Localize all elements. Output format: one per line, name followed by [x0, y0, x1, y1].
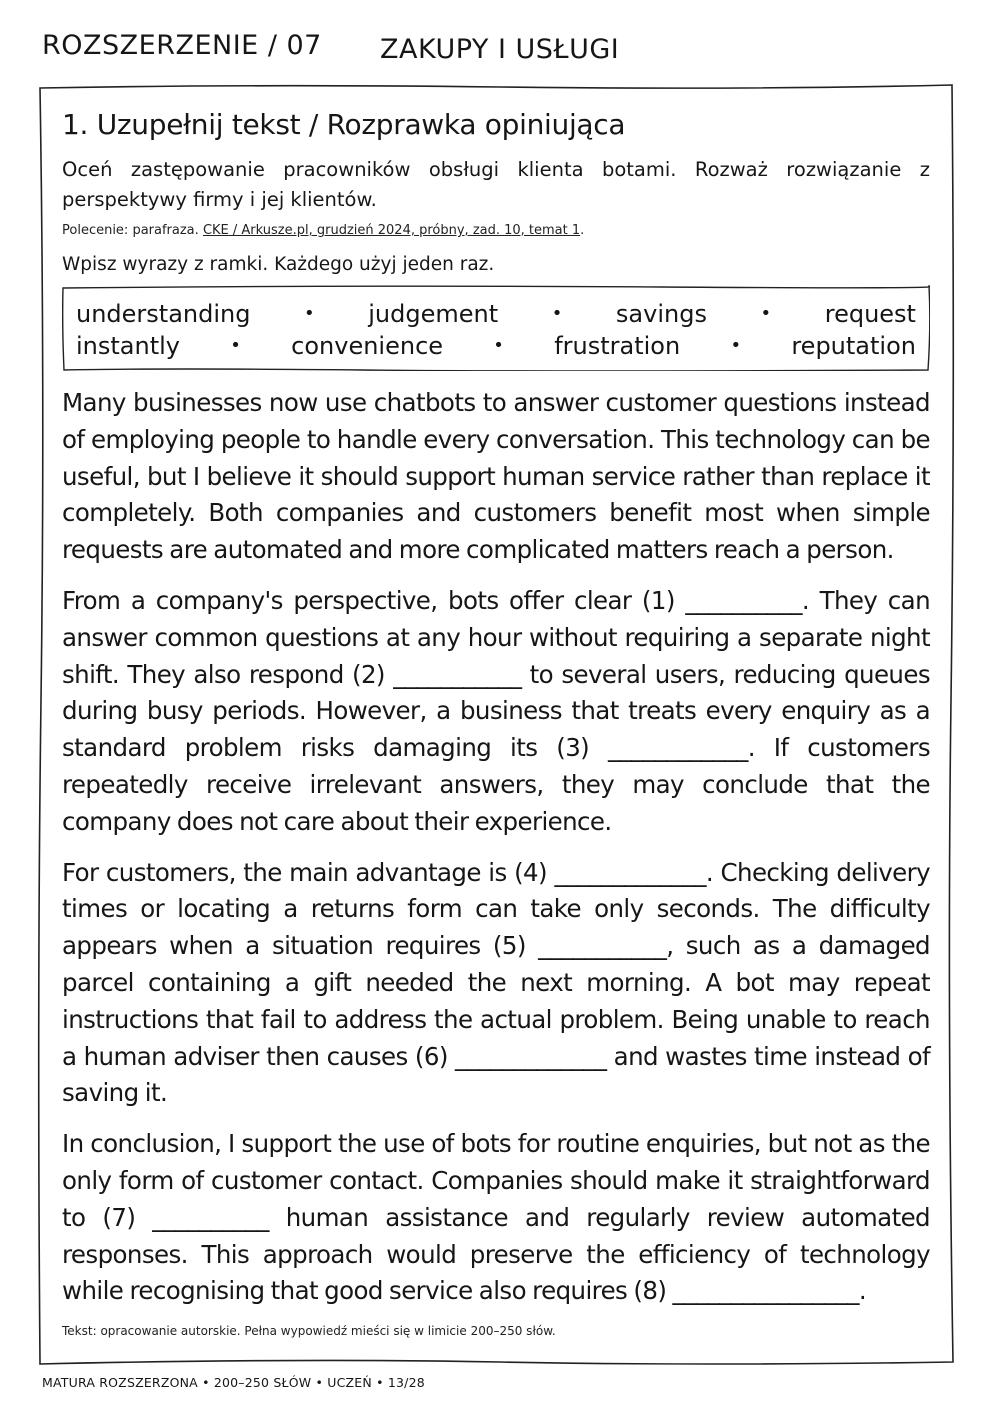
task-instruction: Oceń zastępowanie pracowników obsługi klienta botami. Rozważ rozwiązanie z perspektywy firmy i jej klientów. — [62, 158, 930, 211]
word-separator: • — [760, 303, 772, 324]
word-frustration: frustration — [554, 332, 681, 360]
source-suffix: . — [580, 223, 585, 238]
word-savings: savings — [615, 300, 707, 328]
source-note — [62, 223, 930, 238]
source-prefix: Polecenie: parafraza. — [62, 223, 199, 238]
word-instruction: Wpisz wyrazy z ramki. Każdego użyj jeden raz. — [62, 254, 495, 275]
word-separator: • — [730, 335, 742, 356]
essay-paragraph-intro: Many businesses now use chatbots to answer customer questions instead of employing people to handle every conversation. This technology can be useful, but I believe it should support human service rather than replace it completely. Both companies and customers benefit most when simple requests are automated and more complicated matters reach a person. — [62, 388, 930, 565]
word-convenience: convenience — [291, 332, 444, 360]
word-bank-row-1 — [76, 299, 916, 329]
word-bank — [62, 285, 930, 371]
word-separator: • — [551, 303, 563, 324]
word-request: request — [824, 300, 916, 328]
essay-paragraph-company: From a company's perspective, bots offer clear (1) __________. They can answer common questions at any hour without requiring a separate night shift. They also respond (2) ___________ to several users, reducing queues during busy periods. However, a business that treats every enquiry as a standard problem risks damaging its (3) ____________. If customers repeatedly receive irrelevant answers, they may conclude that the company does not care about their experience. — [62, 585, 930, 836]
topic-title: ZAKUPY I USŁUGI — [380, 34, 620, 65]
source-link[interactable]: CKE / Arkusze.pl, grudzień 2024, próbny, zad. 10, temat 1 — [202, 223, 581, 238]
page-footer: MATURA ROZSZERZONA • 200–250 SŁÓW • UCZEŃ • 13/28 — [42, 1375, 425, 1390]
word-instantly: instantly — [76, 332, 180, 360]
word-judgement: judgement — [368, 300, 499, 328]
text-credit: Tekst: opracowanie autorskie. Pełna wypowiedź mieści się w limicie 200–250 słów. — [62, 1324, 556, 1339]
word-separator: • — [230, 335, 241, 356]
section-label: ROZSZERZENIE / 07 — [42, 30, 322, 61]
essay-text — [62, 385, 930, 1310]
word-bank-row-2 — [76, 331, 916, 361]
word-separator: • — [304, 303, 315, 324]
word-reputation: reputation — [791, 332, 916, 360]
task-title: 1. Uzupełnij tekst / Rozprawka opiniująca — [62, 108, 626, 141]
word-understanding: understanding — [76, 300, 251, 328]
task-card — [62, 100, 930, 1338]
essay-paragraph-customers: For customers, the main advantage is (4) _____________. Checking delivery times or locating a returns form can take only seconds. The difficulty appears when a situation requires (5) ___________, such as a damaged parcel containing a gift needed the next morning. A bot may repeat instructions that fail to address the actual problem. Being unable to reach a human adviser then causes (6) _____________ and wastes time instead of saving it. — [62, 857, 930, 1108]
word-separator: • — [493, 335, 504, 356]
essay-paragraph-conclusion: In conclusion, I support the use of bots for routine enquiries, but not as the only form of customer contact. Companies should make it straightforward to (7) __________ human assistance and regularly review automated responses. This approach would preserve the efficiency of technology while recognising that good service also requires (8) ________________. — [62, 1129, 930, 1306]
